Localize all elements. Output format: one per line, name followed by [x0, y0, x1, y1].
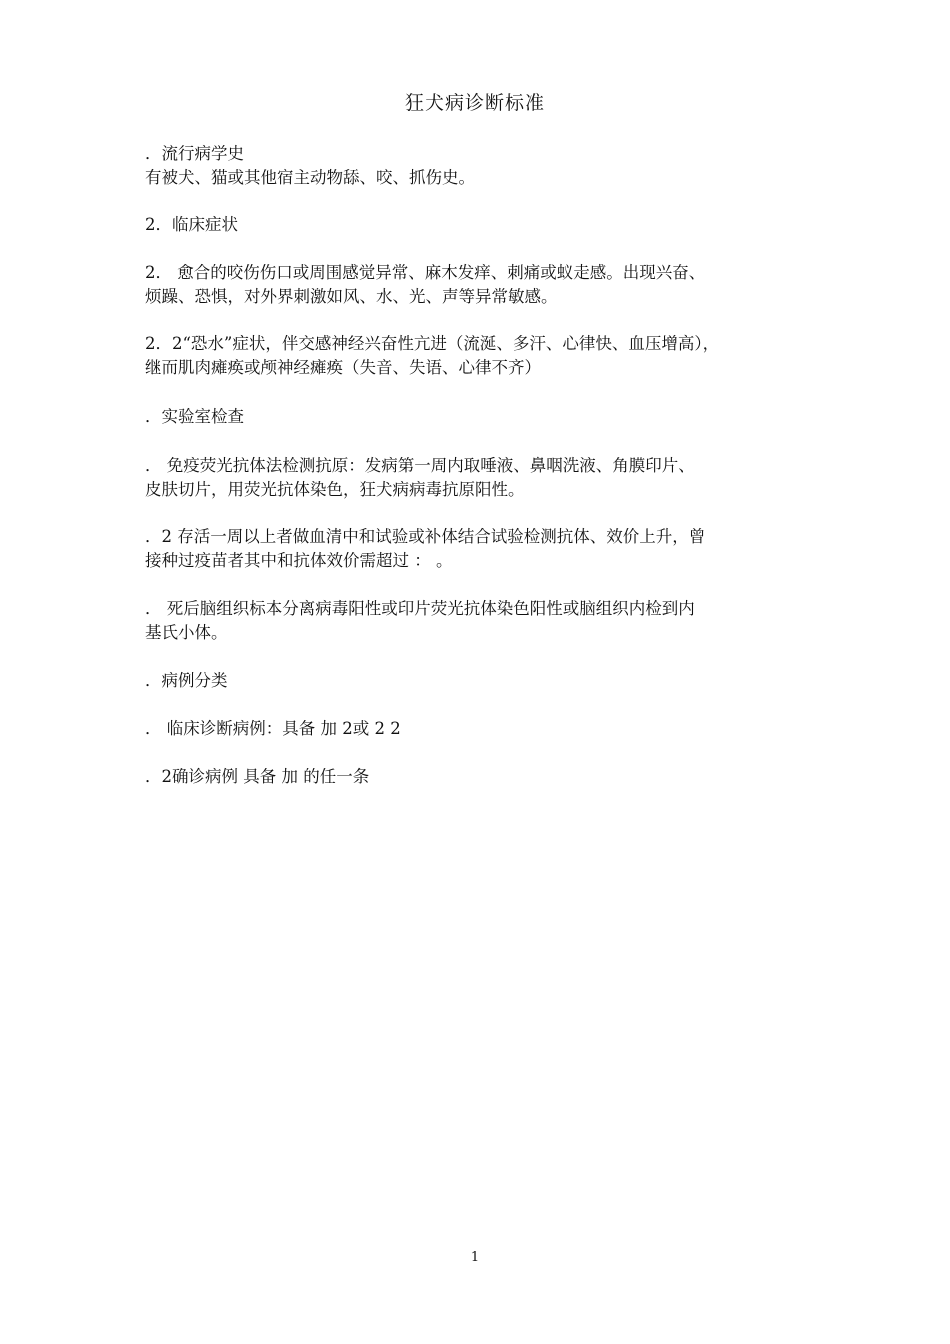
paragraph-lab-3-2	[145, 525, 810, 573]
paragraph-symptom-2-1	[145, 261, 810, 309]
section-heading-clinical-symptoms: 2．临床症状	[145, 215, 238, 234]
paragraph-lab-3-3	[145, 597, 810, 645]
paragraph-line: ． 死后脑组织标本分离病毒阳性或印片荧光抗体染色阳性或脑组织内检到内	[145, 599, 695, 618]
paragraph-lab-3-1	[145, 454, 810, 502]
paragraph-line: 2．2“恐水”症状，伴交感神经兴奋性亢进（流涎、多汗、心律快、血压增高），	[145, 334, 720, 353]
paragraph-symptom-2-2	[145, 332, 810, 380]
paragraph-line: 接种过疫苗者其中和抗体效价需超过 ： 。	[145, 551, 453, 570]
section-heading-epidemiology: ．流行病学史	[145, 144, 244, 163]
confirmed-case: ．2确诊病例 具备 加 的任一条	[145, 767, 370, 786]
paragraph-line: 2． 愈合的咬伤伤口或周围感觉异常、麻木发痒、刺痛或蚁走感。出现兴奋、	[145, 263, 706, 282]
page-number: 1	[470, 1250, 480, 1265]
paragraph-line: 继而肌肉瘫痪或颅神经瘫痪（失音、失语、心律不齐）	[145, 358, 541, 377]
paragraph-line: 皮肤切片，用荧光抗体染色，狂犬病病毒抗原阳性。	[145, 480, 525, 499]
paragraph-line: 烦躁、恐惧，对外界刺激如风、水、光、声等异常敏感。	[145, 287, 558, 306]
document-title: 狂犬病诊断标准	[404, 92, 545, 114]
paragraph-line: ． 免疫荧光抗体法检测抗原：发病第一周内取唾液、鼻咽洗液、角膜印片、	[145, 456, 695, 475]
epidemiology-text: 有被犬、猫或其他宿主动物舔、咬、抓伤史。	[145, 168, 475, 187]
paragraph-line: ．2 存活一周以上者做血清中和试验或补体结合试验检测抗体、效价上升，曾	[145, 527, 706, 546]
section-heading-case-classification: ．病例分类	[145, 671, 228, 690]
clinical-diagnosis-case: ． 临床诊断病例：具备 加 2或 2 2	[145, 719, 401, 738]
section-heading-lab-tests: ．实验室检查	[145, 407, 244, 426]
paragraph-line: 基氏小体。	[145, 623, 228, 642]
